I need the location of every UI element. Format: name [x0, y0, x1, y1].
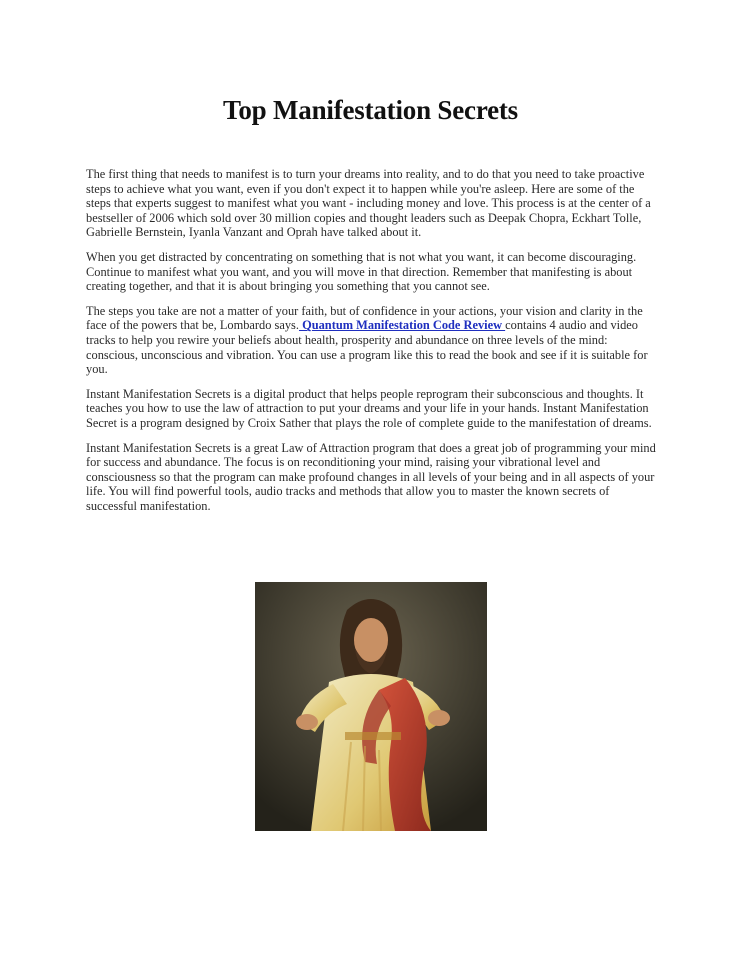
page-title: Top Manifestation Secrets [223, 95, 518, 125]
figure-illustration [255, 582, 487, 831]
paragraph-1: The first thing that needs to manifest is to turn your dreams into reality, and to do that you need to take proactive steps to achieve what you want, even if you don't expect it to happen while you're asleep. Here are some of the steps that experts suggest to manifest what you want - including money and love. This process is at the center of a bestseller of 2006 which sold over 30 million copies and thought leaders such as Deepak Chopra, Eckhart Tolle, Gabrielle Bernstein, Iyanla Vanzant and Oprah have talked about it. [86, 167, 651, 240]
paragraph-3 [86, 304, 658, 377]
quantum-manifestation-review-link[interactable]: Quantum Manifestation Code Review [298, 318, 506, 333]
paragraph-3-lead: The steps you take are not a matter of your faith, but of confidence in your actions, your vision and clarity in the face of the powers that be, Lombardo says. [86, 303, 643, 333]
illustration-image [255, 582, 487, 831]
paragraph-5: Instant Manifestation Secrets is a great Law of Attraction program that does a great job of programming your mind for success and abundance. The focus is on reconditioning your mind, raising your vibrational level and consciousness so that the program can make profound changes in all levels of your being and in all aspects of your life. You will find powerful tools, audio tracks and methods that allow you to master the known secrets of successful manifestation. [86, 440, 656, 513]
article-body [86, 167, 658, 523]
robe-belt [345, 732, 401, 740]
paragraph-4: Instant Manifestation Secrets is a digital product that helps people reprogram their subconscious and thoughts. It teaches you how to use the law of attraction to put your dreams and your life in your hands. Instant Manifestation Secret is a program designed by Croix Sather that plays the role of complete guide to the manifestation of dreams. [86, 386, 652, 430]
paragraph-3-tail: contains 4 audio and video tracks to help you rewire your beliefs about health, prosperity and abundance on three levels of the mind: conscious, unconscious and vibration. You can use a program like this to read the book and see if it is suitable for you. [86, 318, 648, 377]
paragraph-2: When you get distracted by concentrating on something that is not what you want, it can become discouraging. Continue to manifest what you want, and you will move in that direction. Remember that manifesting is about creating together, and that it is about bringing you something that you cannot see. [86, 249, 637, 294]
right-hand [428, 710, 450, 726]
left-hand [296, 714, 318, 730]
